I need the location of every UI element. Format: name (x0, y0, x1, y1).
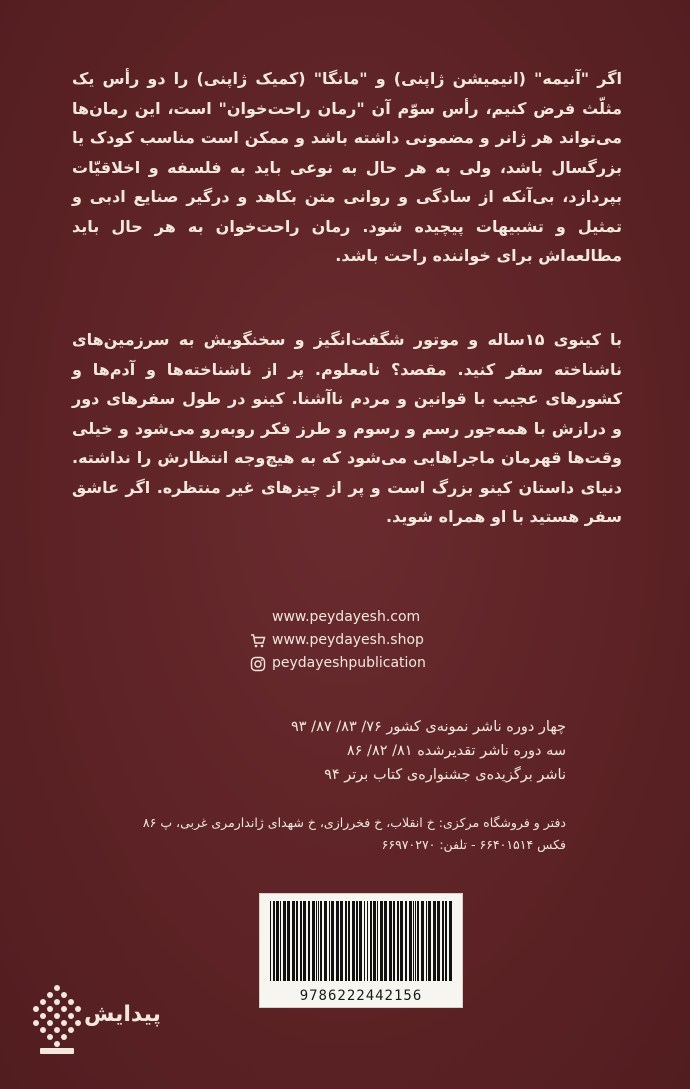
barcode-bar (380, 901, 383, 981)
barcode-bar (276, 901, 279, 981)
description-paragraph-2: با کینوی ۱۵ساله و موتور شگفت‌انگیز و سخنگویش به سرزمین‌های ناشناخته سفر کنید. مقصد؟ نامعلوم. پر از ناشناخته‌ها و آدم‌ها و کشورهای عجیب با قوانین و مردم ناآشنا. کینو در طول سفرهای دور و درازش با همه‌جور رسم و رسوم و طرز فکر روبه‌رو می‌شود و خیلی وقت‌ها قهرمان ماجراهایی می‌شود که به هیچ‌وجه انتظارش را نداشته. دنیای داستان کینو بزرگ است و پر از چیزهای غیر منتظره. اگر عاشق سفر هستید با او همراه شوید. (72, 330, 623, 526)
barcode-bar (370, 901, 372, 981)
barcode-bar (364, 901, 365, 981)
shop-link-label: www.peydayesh.shop (272, 632, 424, 648)
barcode-bar (373, 901, 376, 981)
barcode-bar (367, 901, 368, 981)
publisher-logo-icon (32, 980, 82, 1060)
barcode-bars (268, 901, 454, 981)
barcode-bar (400, 901, 403, 981)
isbn-barcode (259, 893, 463, 1008)
instagram-link[interactable] (250, 652, 490, 675)
barcode-bar (296, 901, 298, 981)
barcode-bar (348, 901, 350, 981)
barcode-bar (428, 901, 431, 981)
website-link[interactable] (250, 606, 490, 629)
barcode-number: 9786222442156 (299, 988, 423, 1004)
barcode-bar (445, 901, 447, 981)
barcode-bar (331, 901, 334, 981)
barcode-bar (389, 901, 392, 981)
barcode-bar (318, 901, 319, 981)
barcode-bar (324, 901, 327, 981)
barcode-bar (280, 901, 281, 981)
publisher-logo (32, 980, 192, 1070)
website-link-label: www.peydayesh.com (272, 609, 421, 625)
barcode-bar (312, 901, 315, 981)
barcode-bar (421, 901, 424, 981)
barcode-bar (442, 901, 444, 981)
barcode-bar (320, 901, 322, 981)
cart-icon (250, 633, 266, 649)
barcode-bar (352, 901, 355, 981)
barcode-bar (393, 901, 395, 981)
barcode-bar (415, 901, 416, 981)
barcode-bar (340, 901, 343, 981)
publisher-links (250, 606, 490, 675)
barcode-bar (413, 901, 414, 981)
barcode-bar (377, 901, 378, 981)
barcode-bar (308, 901, 310, 981)
publisher-address (110, 812, 566, 856)
phone-fax-line: فکس ۶۶۴۰۱۵۱۴ - تلفن: ۶۶۹۷۰۲۷۰ (381, 837, 566, 852)
barcode-bar (273, 901, 275, 981)
description-paragraph-1: اگر "آنیمه" (انیمیشن ژاپنی) و "مانگا" (کمیک ژاپنی) را دو رأس یک مثلّث فرض کنیم، رأس سوّم آن "رمان راحت‌خوان" است، این رمان‌ها می‌تواند هر ژانر و مضمونی داشته باشد و ممکن است مناسب کودک یا بزرگسال باشد، ولی به هر حال به نوعی باید به فلسفه و اخلاقیّات بپردازد، بی‌آنکه از سادگی و روانی متن بکاهد و درگیر صنایع ادبی و تمثیل و تشبیهات پیچیده شود. رمان راحت‌خوان به هر حال باید مطالعه‌اش برای خواننده راحت باشد. (72, 69, 622, 265)
barcode-bar (303, 901, 306, 981)
address-line: دفتر و فروشگاه مرکزی: خ انقلاب، خ فخررازی، خ شهدای ژاندارمری غربی، پ ۸۶ (142, 815, 566, 830)
barcode-bar (433, 901, 436, 981)
barcode-bar (356, 901, 358, 981)
award-line-1: چهار دوره ناشر نمونه‌ی کشور ۷۶/ ۸۳/ ۸۷/ ۹۳ (291, 719, 566, 735)
award-line-2: سه دوره ناشر تقدیرشده ۸۱/ ۸۲/ ۸۶ (346, 743, 566, 759)
award-line-3: ناشر برگزیده‌ی جشنواره‌ی کتاب برتر ۹۴ (324, 767, 566, 783)
barcode-bar (283, 901, 286, 981)
barcode-bar (329, 901, 330, 981)
barcode-bar (287, 901, 290, 981)
barcode-bar (426, 901, 427, 981)
barcode-bar (316, 901, 317, 981)
barcode-bar (359, 901, 362, 981)
publisher-awards (160, 715, 566, 787)
barcode-bar (345, 901, 347, 981)
publisher-name: پیدایش (84, 1002, 161, 1027)
barcode-bar (270, 901, 271, 981)
barcode-bar (417, 901, 419, 981)
instagram-link-label: peydayeshpublication (272, 655, 426, 671)
barcode-bar (397, 901, 399, 981)
barcode-bar (449, 901, 452, 981)
barcode-bar (437, 901, 440, 981)
barcode-bar (409, 901, 412, 981)
barcode-bar (384, 901, 387, 981)
instagram-icon (250, 656, 266, 672)
barcode-bar (292, 901, 295, 981)
shop-link[interactable] (250, 629, 490, 652)
barcode-bar (336, 901, 339, 981)
barcode-bar (405, 901, 407, 981)
barcode-bar (300, 901, 302, 981)
